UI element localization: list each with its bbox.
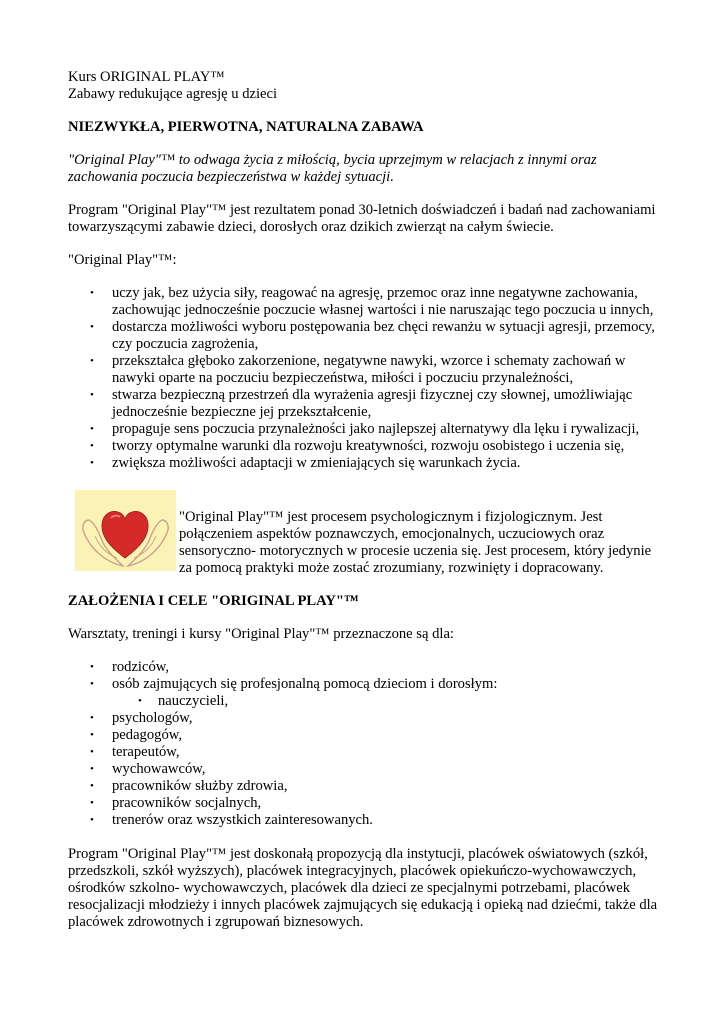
document-header	[68, 69, 664, 103]
course-title: Kurs ORIGINAL PLAY™	[68, 69, 225, 85]
heart-in-hands-image	[75, 490, 176, 571]
quote-paragraph: "Original Play"™ to odwaga życia z miłością, bycia uprzejmym w relacjach z innymi oraz zachowania poczucia bezpieczeństwa w każdej sytuacji.	[68, 152, 597, 185]
course-subtitle: Zabawy redukujące agresję u dzieci	[68, 86, 278, 102]
list-item: • pracowników służby zdrowia,	[68, 778, 664, 795]
intro-paragraph: Program "Original Play"™ jest rezultatem ponad 30-letnich doświadczeń i badań nad zachowaniami towarzyszącymi zabawie dzieci, dorosłych oraz dzikich zwierząt na całym świecie.	[68, 202, 656, 235]
list-item: • pedagogów,	[68, 727, 664, 744]
list-item-text: osób zajmujących się profesjonalną pomocą dzieciom i dorosłym:	[112, 676, 498, 692]
benefits-list	[68, 285, 664, 472]
list-item: • zwiększa możliwości adaptacji w zmieniających się warunkach życia.	[68, 455, 664, 472]
section-heading-1: NIEZWYKŁA, PIERWOTNA, NATURALNA ZABAWA	[68, 119, 424, 135]
list-item: • terapeutów,	[68, 744, 664, 761]
audience-list	[68, 659, 664, 829]
sub-list-item: • nauczycieli,	[68, 693, 664, 710]
closing-paragraph: Program "Original Play"™ jest doskonałą propozycją dla instytucji, placówek oświatowych (szkół, przedszkoli, szkół wyższych), placówek integracyjnych, placówek opiekuńczo-wychowawczych, ośrodków szkolno- wychowawczych, placówek dla dzieci ze specjalnymi potrzebami, placówek resocjalizacji młodzieży i innych placówek zajmujących się edukacją i opieką nad dziećmi, także dla placówek zdrowotnych i zgrupowań biznesowych.	[68, 846, 658, 930]
list-item: • dostarcza możliwości wyboru postępowania bez chęci rewanżu w sytuacji agresji, przemocy, czy poczucia zagrożenia,	[68, 319, 664, 353]
section-heading-2: ZAŁOŻENIA I CELE "ORIGINAL PLAY"™	[68, 593, 359, 609]
sub-list	[68, 693, 664, 710]
list-item: • wychowawców,	[68, 761, 664, 778]
image-paragraph-block	[68, 489, 664, 577]
list-item: • przekształca głęboko zakorzenione, negatywne nawyki, wzorce i schematy zachowań w nawyki oparte na poczuciu bezpieczeństwa, miłości i poczuciu przynależności,	[68, 353, 664, 387]
list1-title: "Original Play"™:	[68, 252, 177, 268]
list-item: • rodziców,	[68, 659, 664, 676]
list-item: • tworzy optymalne warunki dla rozwoju kreatywności, rozwoju osobistego i uczenia się,	[68, 438, 664, 455]
heart-hands-icon	[75, 490, 176, 571]
list-item: • stwarza bezpieczną przestrzeń dla wyrażenia agresji fizycznej czy słownej, umożliwiając jednocześnie bezpieczne jej przekształcenie,	[68, 387, 664, 421]
process-paragraph: "Original Play"™ jest procesem psychologicznym i fizjologicznym. Jest połączeniem aspektów poznawczych, emocjonalnych, uczuciowych oraz sensoryczno- motorycznych w procesie uczenia się. Jest procesem, który jedynie za pomocą praktyki może zostać zrozumiany, rozwinięty i dopracowany.	[179, 509, 652, 576]
list-item: • pracowników socjalnych,	[68, 795, 664, 812]
list-item: • uczy jak, bez użycia siły, reagować na agresję, przemoc oraz inne negatywne zachowania, zachowując jednocześnie poczucie własnej wartości i nie naruszając tego poczucia u innych,	[68, 285, 664, 319]
list2-title: Warsztaty, treningi i kursy "Original Play"™ przeznaczone są dla:	[68, 626, 454, 642]
list-item	[68, 676, 664, 710]
list-item: • propaguje sens poczucia przynależności jako najlepszej alternatywy dla lęku i rywalizacji,	[68, 421, 664, 438]
list-item: • psychologów,	[68, 710, 664, 727]
list-item: • trenerów oraz wszystkich zainteresowanych.	[68, 812, 664, 829]
